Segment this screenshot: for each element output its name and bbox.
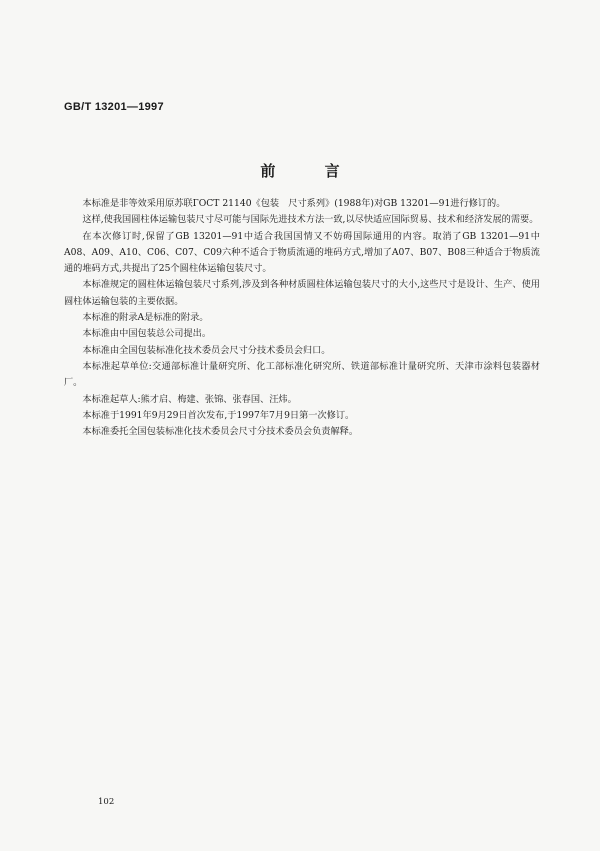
page-number: 102: [98, 797, 115, 807]
paragraph: 本标准由全国包装标准化技术委员会尺寸分技术委员会归口。: [82, 344, 331, 356]
paragraph: 这样,使我国圆柱体运输包装尺寸尽可能与国际先进技术方法一致,以尽快适应国际贸易、技术和经济发展的需要。: [82, 214, 539, 226]
paragraph: 本标准于1991年9月29日首次发布,于1997年7月9日第一次修订。: [82, 409, 355, 421]
paragraph: 本标准的附录A是标准的附录。: [82, 312, 209, 324]
paragraph: 在本次修订时,保留了GB 13201—91中适合我国国情又不妨碍国际通用的内容。取消了GB 13201—91中A08、A09、A10、C06、C07、C09六种不适合于物质流通的堆码方式,增加了A07、B07、B08三种适合于物质流通的堆码方式,共提出了25个圆柱体运输包装尺寸。: [64, 230, 540, 275]
paragraph: 本标准是非等效采用原苏联ГОСТ 21140《包装 尺寸系列》(1988年)对GB 13201—91进行修订的。: [82, 198, 506, 209]
paragraph: 本标准起草人:熊才启、梅建、张锦、张春国、汪炜。: [82, 393, 297, 405]
paragraph: 本标准起草单位:交通部标准计量研究所、化工部标准化研究所、铁道部标准计量研究所、天津市涂料包装器材厂。: [64, 360, 540, 389]
paragraph: 本标准委托全国包装标准化技术委员会尺寸分技术委员会负责解释。: [82, 426, 359, 438]
foreword-body: [64, 196, 540, 440]
page-title: 前 言: [260, 162, 362, 180]
paragraph: 本标准由中国包装总公司提出。: [82, 328, 212, 340]
paragraph: 本标准规定的圆柱体运输包装尺寸系列,涉及到各种材质圆柱体运输包装尺寸的大小,这些尺寸是设计、生产、使用圆柱体运输包装的主要依据。: [64, 279, 540, 307]
standard-code: GB/T 13201—1997: [64, 101, 164, 113]
